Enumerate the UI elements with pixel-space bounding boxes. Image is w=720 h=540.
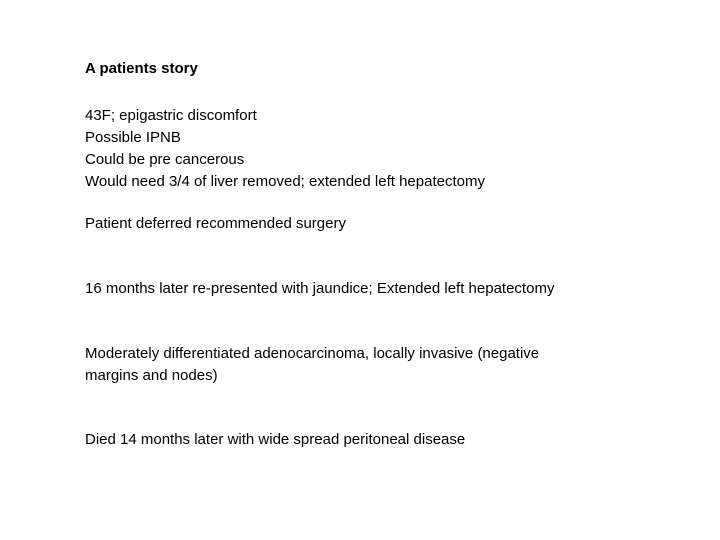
pathology-block <box>85 343 645 387</box>
outcome-block <box>85 429 465 451</box>
deferral-block <box>85 213 346 235</box>
representation-block <box>85 278 554 300</box>
pathology-line-2: margins and nodes) <box>85 367 218 384</box>
presentation-line-age-symptom: 43F; epigastric discomfort <box>85 107 257 124</box>
presentation-line-surgery: Would need 3/4 of liver removed; extended left hepatectomy <box>85 173 485 190</box>
representation-line: 16 months later re-presented with jaundice; Extended left hepatectomy <box>85 280 555 297</box>
presentation-line-diagnosis: Possible IPNB <box>85 129 181 146</box>
outcome-line: Died 14 months later with wide spread peritoneal disease <box>85 431 466 448</box>
presentation-block <box>85 105 485 193</box>
deferral-line: Patient deferred recommended surgery <box>85 215 346 232</box>
presentation-line-risk: Could be pre cancerous <box>85 151 245 168</box>
slide-title: A patients story <box>85 60 198 77</box>
pathology-line-1: Moderately differentiated adenocarcinoma, locally invasive (negative <box>85 345 540 362</box>
